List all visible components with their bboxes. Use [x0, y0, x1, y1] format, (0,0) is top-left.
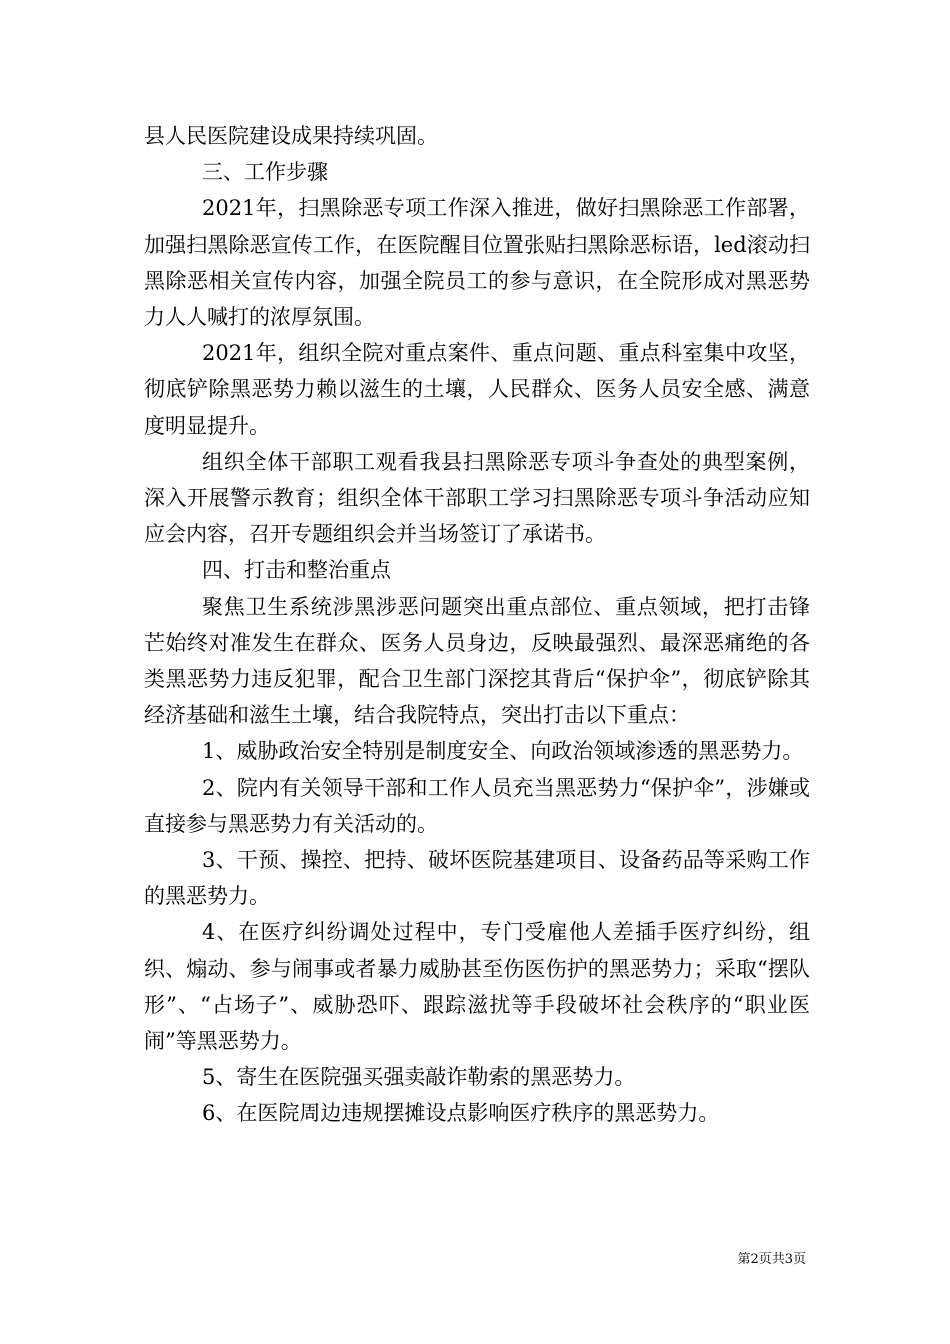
- paragraph: 2021年，组织全院对重点案件、重点问题、重点科室集中攻坚，彻底铲除黑恶势力赖以滋生的土壤，人民群众、医务人员安全感、满意度明显提升。: [144, 341, 810, 438]
- section-heading-work-steps: 三、工作步骤: [202, 160, 328, 185]
- list-item: 1、威胁政治安全特别是制度安全、向政治领域渗透的黑恶势力。: [202, 739, 804, 764]
- section-heading-key-targets: 四、打击和整治重点: [202, 558, 391, 583]
- document-body: [144, 118, 810, 1132]
- list-item: 2、院内有关领导干部和工作人员充当黑恶势力“保护伞”，涉嫌或直接参与黑恶势力有关活动的。: [144, 775, 810, 836]
- paragraph: 组织全体干部职工观看我县扫黑除恶专项斗争查处的典型案例，深入开展警示教育；组织全体干部职工学习扫黑除恶专项斗争活动应知应会内容，召开专题组织会并当场签订了承诺书。: [144, 449, 810, 547]
- list-item: 3、干预、操控、把持、破坏医院基建项目、设备药品等采购工作的黑恶势力。: [144, 848, 810, 909]
- paragraph: 2021年，扫黑除恶专项工作深入推进，做好扫黑除恶工作部署，加强扫黑除恶宣传工作，在医院醒目位置张贴扫黑除恶标语，led滚动扫黑除恶相关宣传内容，加强全院员工的参与意识，在全院形成对黑恶势力人人喊打的浓厚氛围。: [144, 196, 810, 330]
- page-number-footer: 第2页共3页: [737, 1252, 806, 1267]
- list-item: 4、在医疗纠纷调处过程中，专门受雇他人差插手医疗纠纷，组织、煽动、参与闹事或者暴力威胁甚至伤医伤护的黑恶势力；采取“摆队形”、“占场子”、威胁恐吓、跟踪滋扰等手段破坏社会秩序的“职业医闹”等黑恶势力。: [144, 920, 810, 1054]
- paragraph-continuation: 县人民医院建设成果持续巩固。: [144, 124, 438, 148]
- paragraph: 聚焦卫生系统涉黑涉恶问题突出重点部位、重点领域，把打击锋芒始终对准发生在群众、医务人员身边，反映最强烈、最深恶痛绝的各类黑恶势力违反犯罪，配合卫生部门深挖其背后“保护伞”，彻底铲除其经济基础和滋生土壤，结合我院特点，突出打击以下重点：: [144, 594, 810, 728]
- list-item: 6、在医院周边违规摆摊设点影响医疗秩序的黑恶势力。: [202, 1101, 720, 1126]
- list-item: 5、寄生在医院强买强卖敲诈勒索的黑恶势力。: [202, 1065, 636, 1090]
